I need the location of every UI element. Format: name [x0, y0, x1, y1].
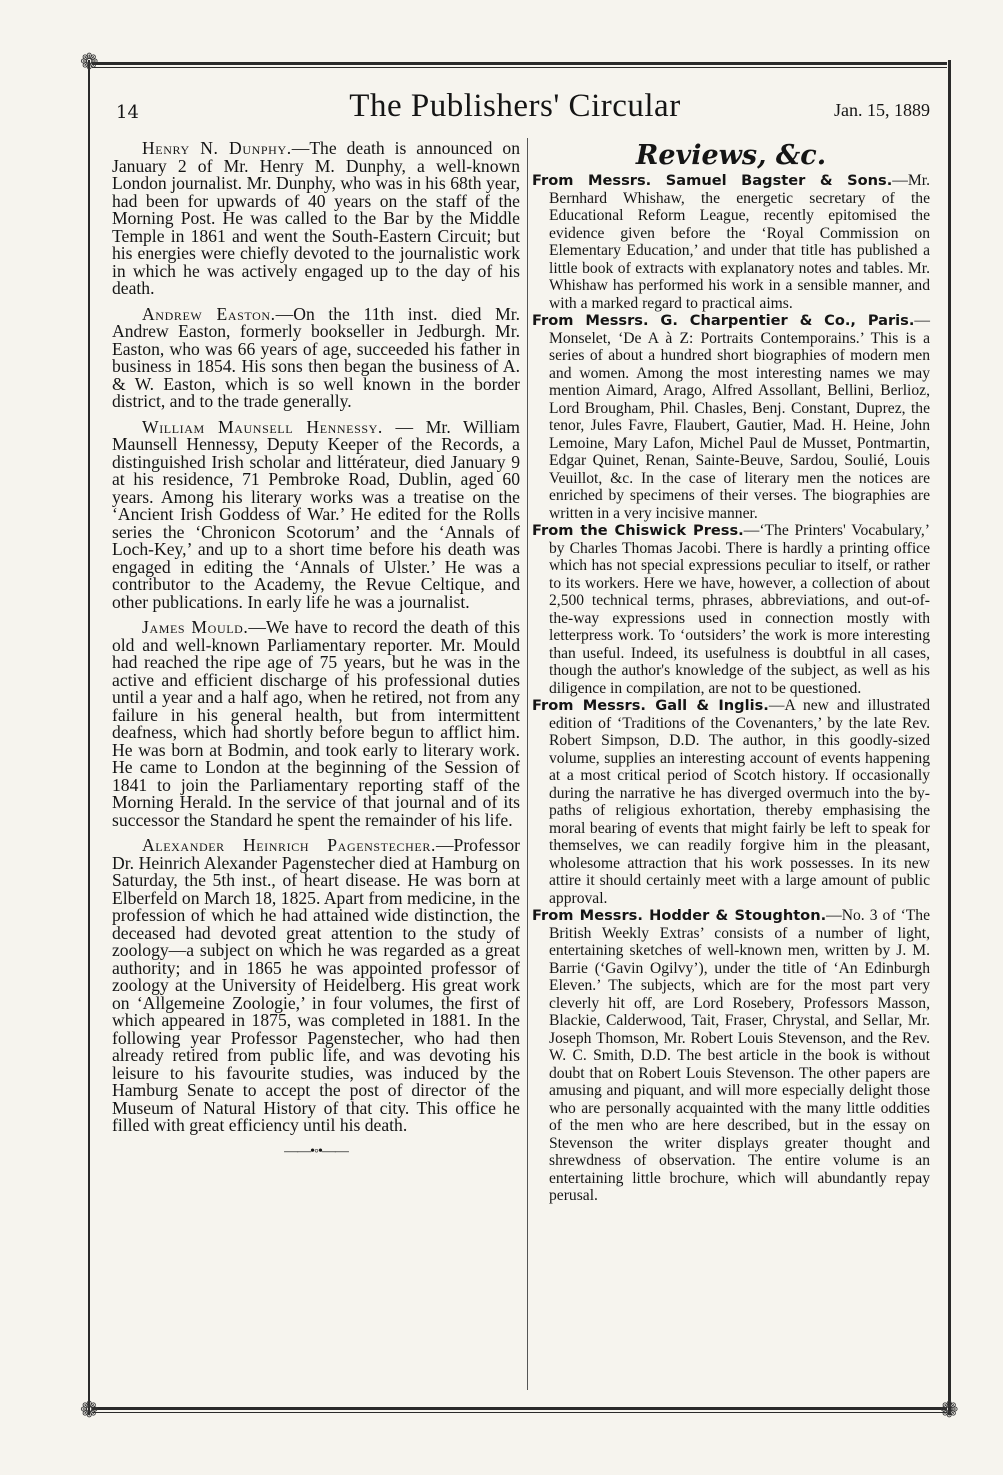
obituary-text: —Professor Dr. Heinrich Alexander Pagenstecher died at Hamburg on Saturday, the 5th inst., of heart disease. He was born at Elberfeld on March 18, 1825. Apart from medicine, in the profession of which he had attained wide distinction, the deceased had devoted great attention to the study of zoology—a subject on which he was regarded as a great authority; and in 1865 he was appointed professor of zoology at the University of Heidelberg. His great work on ‘Allgemeine Zoologie,’ in four volumes, the first of which appeared in 1875, was completed in 1881. In the following year Professor Pagenstecher, who had then already retired from public life, and was devoting his leisure to his favourite studies, was induced by the Hamburg Senate to accept the post of director of the Museum of Natural History of that city. This office he filled with great efficiency until his death. [112, 835, 520, 1135]
review-publisher: From the Chiswick Press. [532, 522, 744, 539]
review-entry [532, 907, 930, 1205]
obituary-name: Alexander Heinrich Pagenstecher. [142, 835, 436, 855]
review-publisher: From Messrs. Samuel Bagster & Sons. [532, 172, 893, 189]
review-text: —Mr. Bernhard Whishaw, the energetic secretary of the Educational Reform League, recently epitomised the evidence given before the ‘Royal Commission on Elementary Education,’ and under that title has published a little book of extracts with explanatory notes and tables. Mr. Whishaw has performed his work in a sensible manner, and with a marked regard to practical aims. [549, 172, 930, 312]
right-border-rule [948, 60, 951, 1415]
review-text: —‘The Printers' Vocabulary,’ by Charles Thomas Jacobi. There is hardly a printing office which has not special expressions peculiar to itself, or rather to its workers. Here we have, however, a collection of about 2,500 technical terms, phrases, abbreviations, and out-of-the-way expressions used in connection mostly with letterpress work. To ‘outsiders’ the work is more interesting than useful. Indeed, its usefulness is doubtful in all cases, though the author's knowledge of the subject, as well as his diligence in compilation, are not to be questioned. [549, 522, 930, 697]
obituary-name: William Maunsell Hennessy. [142, 416, 383, 437]
issue-date: Jan. 15, 1889 [834, 100, 930, 120]
reviews-heading: Reviews, &c. [635, 140, 827, 171]
bottom-border-rule [92, 1407, 947, 1410]
corner-ornament-icon: ❁ [80, 1398, 99, 1423]
review-publisher: From Messrs. G. Charpentier & Co., Paris. [532, 312, 915, 329]
obituary-text: —We have to record the death of this old and well-known Parliamentary reporter. Mr. Mould had reached the ripe age of 75 years, but he was in the active and efficient discharge of his professional duties until a year and a half ago, when he retired, not from any failure in his general health, but from intermittent deafness, which had shortly before begun to afflict him. He was born at Bodmin, and took early to literary work. He came to London at the beginning of the Session of 1841 to join the Parliamentary reporting staff of the Morning Herald. In the service of that journal and of its successor the Standard he spent the remainder of his life. [112, 617, 520, 830]
review-publisher: From Messrs. Hodder & Stoughton. [532, 907, 827, 924]
obituary-entry [112, 303, 520, 411]
review-entry [532, 172, 930, 312]
review-entry [532, 312, 930, 522]
review-entry [532, 697, 930, 907]
journal-title: The Publishers' Circular [349, 88, 681, 124]
obituary-entry [112, 416, 520, 612]
bottom-border-rule-thin [92, 1412, 947, 1413]
corner-ornament-icon: ❁ [80, 50, 99, 75]
review-text: —A new and illustrated edition of ‘Traditions of the Covenanters,’ by the late Rev. Robert Simpson, D.D. The author, in this goodly-sized volume, supplies an interesting account of events happening at a most critical period of Scotch history. If occasionally during the narrative he has diverged overmuch into the by-paths of religious exhortation, thereby emphasising the moral bearing of events that might fairly be left to speak for themselves, we can readily forgive him in the pleasant, wholesome attraction that his work possesses. In its new attire it should certainly meet with a large amount of public approval. [549, 697, 930, 907]
obituary-text: — Mr. William Maunsell Hennessy, Deputy Keeper of the Records, a distinguished Irish scholar and littérateur, died January 9 at his residence, 71 Pembroke Road, Dublin, aged 60 years. Among his literary works was a treatise on the ‘Ancient Irish Goddess of War.’ He edited for the Rolls series the ‘Chronicon Scotorum’ and the ‘Annals of Loch-Key,’ and up to a short time before his death was engaged in editing the ‘Annals of Ulster.’ He was a contributor to the Academy, the Revue Celtique, and other publications. In early life he was a journalist. [112, 416, 520, 612]
review-text: —No. 3 of ‘The British Weekly Extras’ consists of a number of light, entertaining sketches of well-known men, written by J. M. Barrie (‘Gavin Ogilvy’), under the title of ‘An Edinburgh Eleven.’ The subjects, which are for the most part very cleverly hit off, are Lord Rosebery, Professors Masson, Blackie, Calderwood, Tait, Fraser, Chrystal, and Sellar, Mr. Joseph Thomson, Mr. Robert Louis Stevenson, and the Rev. W. C. Smith, D.D. The best article in the book is without doubt that on Robert Louis Stevenson. The other papers are amusing and piquant, and will more especially delight those who are personally acquainted with the many little oddities of the men who are here described, but in the essay on Stevenson the writer displays greater thought and shrewdness of observation. The entire volume is an entertaining little brochure, which will abundantly repay perusal. [549, 907, 931, 1204]
obituary-text: —The death is announced on January 2 of Mr. Henry M. Dunphy, a well-known London journalist. Mr. Dunphy, who was in his 68th year, had been for upwards of 40 years on the staff of the Morning Post. He was called to the Bar by the Middle Temple in 1861 and went the South-Eastern Circuit; but his energies were chiefly devoted to the journalistic work in which he was actively engaged up to the day of his death. [112, 138, 520, 298]
top-border-rule [92, 62, 947, 65]
column-divider [527, 138, 528, 1390]
review-publisher: From Messrs. Gall & Inglis. [532, 697, 769, 714]
top-border-rule-thin [92, 67, 947, 68]
obituaries-column [112, 140, 520, 1160]
obituary-entry [112, 140, 520, 298]
page-number: 14 [116, 102, 139, 123]
review-entry [532, 522, 930, 697]
obituary-entry [112, 619, 520, 829]
left-border-rule [88, 60, 90, 1415]
section-end-ornament: ——•◦•—— [284, 1143, 348, 1159]
obituary-entry [112, 837, 520, 1135]
review-text: —Monselet, ‘De A à Z: Portraits Contemporains.’ This is a series of about a hundred short biographies of modern men and women. Among the most interesting names we may mention Aimard, Arago, Alfred Assollant, Bellini, Berlioz, Lord Brougham, Phil. Chasles, Benj. Constant, Duprez, the tenor, Jules Favre, Flaubert, Gautier, Mad. H. Heine, John Lemoine, Mary Lafon, Michel Paul de Musset, Pontmartin, Edgar Quinet, Renan, Sainte-Beuve, Sardou, Soulié, Louis Veuillot, &c. In the case of literary men the notices are enriched by specimens of their verses. The biographies are written in a very incisive manner. [549, 312, 930, 522]
obituary-name: Henry N. Dunphy. [142, 138, 292, 158]
corner-ornament-icon: ❁ [940, 1398, 959, 1423]
obituary-name: James Mould. [142, 617, 249, 637]
reviews-column [532, 140, 930, 1205]
obituary-text: —On the 11th inst. died Mr. Andrew Easton, formerly bookseller in Jedburgh. Mr. Easton, who was 66 years of age, succeeded his father in business in 1854. His sons then began the business of A. & W. Easton, which is so well known in the border district, and to the trade generally. [112, 303, 520, 411]
obituary-name: Andrew Easton. [142, 303, 276, 324]
page-header [100, 88, 930, 128]
